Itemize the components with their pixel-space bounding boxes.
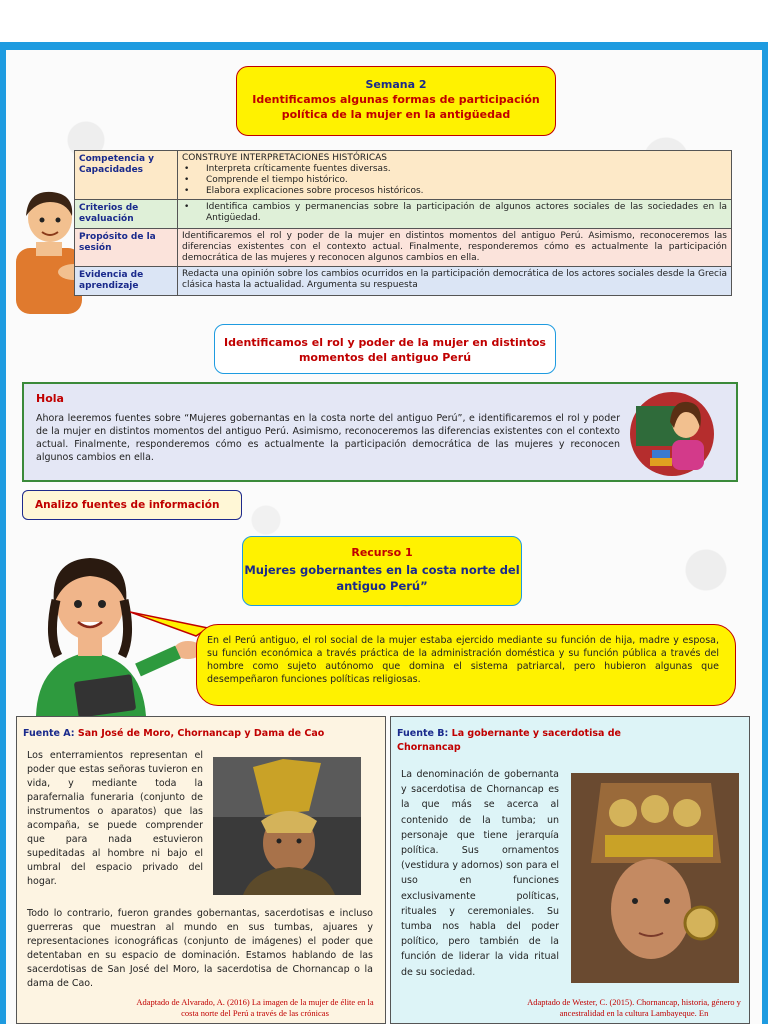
source-a-credit: Adaptado de Alvarado, A. (2016) La imagen de la mujer de élite en la costa norte del Perú a través de las crónicas bbox=[136, 997, 374, 1018]
list-item: • Interpreta críticamente fuentes diversas. bbox=[182, 164, 727, 175]
source-b-panel bbox=[390, 716, 750, 1024]
intro-text: Ahora leeremos fuentes sobre “Mujeres gobernantas en la costa norte del antiguo Perú”, e identificaremos el rol y poder de la mujer en distintos momentos del antiguo Perú. Asimismo, reconoceremos las diferencias existentes con el contexto actual. Finalmente, responderemos cómo es actualmente la participación democrática de las mujeres y reconocen algunos cambios en ella. bbox=[36, 413, 620, 463]
source-a-panel bbox=[16, 716, 386, 1024]
intro-box bbox=[22, 382, 738, 482]
source-b-name: La gobernante y sacerdotisa de Chornancap bbox=[397, 728, 621, 753]
source-a-label: Fuente A: bbox=[23, 728, 75, 739]
row-label: Evidencia de aprendizaje bbox=[75, 267, 178, 296]
source-b-credit: Adaptado de Wester, C. (2015). Chornancap, historia, género y ancestralidad en la cultura Lambayeque. En bbox=[527, 997, 741, 1018]
table-row bbox=[75, 200, 732, 229]
dama-de-cao-image bbox=[213, 757, 361, 895]
analyze-sources-label: Analizo fuentes de información bbox=[22, 490, 242, 520]
row-value: Identificaremos el rol y poder de la mujer en distintos momentos del antiguo Perú. Asimismo, reconoceremos las diferencias existentes con el contexto actual. Finalmente, responderemos cómo es actualmente la participación democrática de las mujeres y reconocen algunos cambios en ella. bbox=[178, 229, 732, 267]
row-value bbox=[178, 151, 732, 200]
speech-bubble: En el Perú antiguo, el rol social de la mujer estaba ejercido mediante su función de hija, madre y esposa, su función económica a través práctica de la administración doméstica y su función pública a través del hombre como sujeto autónomo que domina el sistema patriarcal, pero hubieron algunas que desempeñaron funciones políticas religiosas. bbox=[196, 624, 736, 706]
source-a-text-1: Los enterramientos representan el poder que estas señoras tuvieron en vida, y mediante toda la parafernalia funeraria (conjunto de instrumentos o aparatos) que las acompaña, se puede comprender que para nada estuvieron supeditadas al hombre ni bajo el umbral del espacio privado del hogar. bbox=[27, 750, 203, 887]
source-b-photo bbox=[571, 773, 739, 983]
list-item: • Identifica cambios y permanencias sobre la participación de algunos actores sociales de las sociedades en la Antigüedad. bbox=[182, 202, 727, 224]
chornancap-priestess-image bbox=[571, 773, 739, 983]
source-a-text-2: Todo lo contrario, fueron grandes gobernantas, sacerdotisas e incluso guerreras que muestran al mundo en sus tumbas, ajuares y representaciones iconográficas (conjunto de imágenes) el poder que detentaban en su espacio de dominación. Estamos hablando de las sacerdotisas de San José del Moro, la sacerdotisa de Chornancap o la dama de Cao. bbox=[27, 908, 373, 989]
source-a-photo bbox=[213, 757, 361, 895]
row-label: Propósito de la sesión bbox=[75, 229, 178, 267]
row-value bbox=[178, 200, 732, 229]
row-value: Redacta una opinión sobre los cambios ocurridos en la participación democrática de los actores sociales desde la Grecia clásica hasta la actualidad. Argumenta su respuesta bbox=[178, 267, 732, 296]
source-b-label: Fuente B: bbox=[397, 728, 449, 739]
resource-box bbox=[242, 536, 522, 606]
competency-table bbox=[74, 150, 732, 296]
resource-title: Mujeres gobernantes en la costa norte del antiguo Perú” bbox=[244, 563, 520, 593]
source-a-name: San José de Moro, Chornancap y Dama de Cao bbox=[77, 728, 325, 739]
greeting-heading: Hola bbox=[36, 392, 64, 405]
lesson-title: Identificamos algunas formas de participación política de la mujer en la antigüedad bbox=[252, 93, 540, 121]
row-label: Competencia y Capacidades bbox=[75, 151, 178, 200]
source-b-title bbox=[397, 727, 627, 755]
list-item: • Elabora explicaciones sobre procesos históricos. bbox=[182, 186, 727, 197]
week-label: Semana 2 bbox=[365, 78, 427, 91]
table-row bbox=[75, 229, 732, 267]
row-label: Criterios de evaluación bbox=[75, 200, 178, 229]
list-item: • Comprende el tiempo histórico. bbox=[182, 175, 727, 186]
lesson-title-box bbox=[236, 66, 556, 136]
resource-label: Recurso 1 bbox=[351, 546, 413, 559]
teacher-illustration bbox=[622, 388, 726, 478]
table-row bbox=[75, 151, 732, 200]
competency-header: CONSTRUYE INTERPRETACIONES HISTÓRICAS bbox=[182, 153, 387, 163]
table-row bbox=[75, 267, 732, 296]
source-a-title bbox=[23, 727, 324, 741]
source-b-text: La denominación de gobernanta y sacerdotisa de Chornancap es la que más se acerca al contenido de la tumba; un personaje que tiene jerarquía política. Sus ornamentos (vestidura y adornos) son para el uso en funciones exclusivamente políticas, rituales y ceremoniales. Su tumba nos habla del poder político, pero también de la función de liderar la vida ritual de su sociedad. bbox=[401, 769, 559, 978]
section-heading: Identificamos el rol y poder de la mujer en distintos momentos del antiguo Perú bbox=[214, 324, 556, 374]
